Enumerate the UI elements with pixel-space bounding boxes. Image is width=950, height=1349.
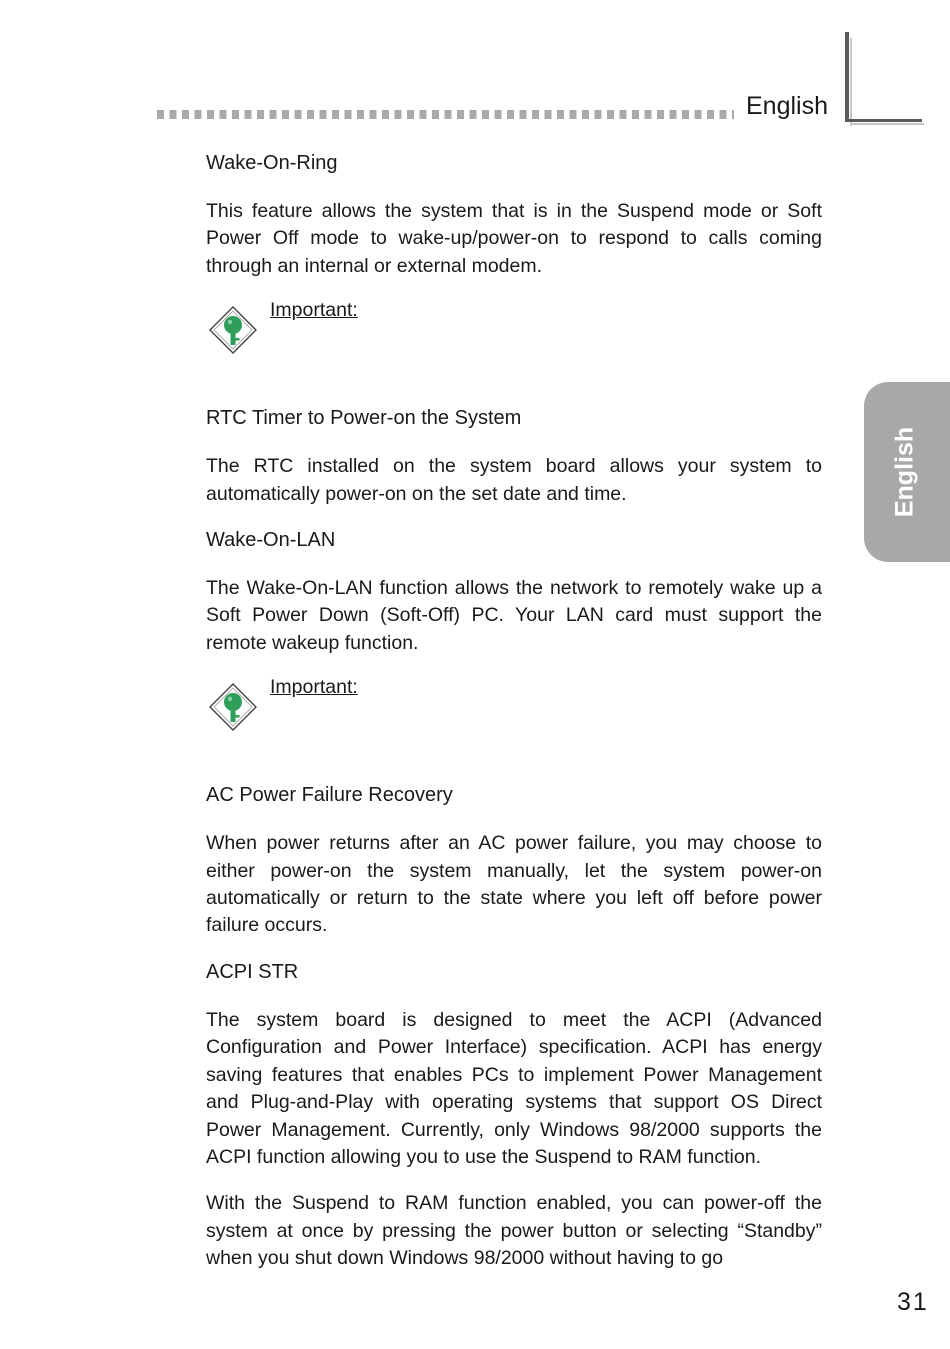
section-body-acpi-str-1: The system board is designed to meet the ACPI (Advanced Configuration and Power Interface) specification. ACPI has energy saving features that enables PCs to implement Power Management and Plug-and-Play with operating systems that support OS Direct Power Management. Currently, only Windows 98/2000 supports the ACPI function allowing you to use the Suspend to RAM function.	[206, 1008, 822, 1168]
corner-frame-horizontal-shadow	[850, 123, 924, 125]
page-number: 31	[897, 1288, 929, 1316]
important-key-icon	[208, 682, 258, 732]
section-body-ac-power: When power returns after an AC power failure, you may choose to either power-on the system manually, let the system power-on automatically or return to the state where you left off before power failure occurs.	[206, 832, 822, 937]
corner-frame-vertical-shadow	[850, 38, 852, 126]
section-body-acpi-str-2: With the Suspend to RAM function enabled, you can power-off the system at once by pressing the power button or selecting “Standby” when you shut down Windows 98/2000 without having to go	[206, 1192, 822, 1270]
section-body-wake-on-lan: The Wake-On-LAN function allows the network to remotely wake up a Soft Power Down (Soft-Off) PC. Your LAN card must support the remote wakeup function.	[206, 577, 822, 654]
section-title-rtc-timer: RTC Timer to Power-on the System	[206, 407, 522, 430]
important-key-icon	[208, 305, 258, 355]
section-body-rtc-timer: The RTC installed on the system board allows your system to automatically power-on on the set date and time.	[206, 455, 822, 505]
section-title-acpi-str: ACPI STR	[206, 960, 299, 983]
important-label: Important:	[270, 299, 358, 322]
header-language-label: English	[746, 92, 828, 120]
page-content	[206, 150, 822, 1292]
important-note	[206, 676, 822, 762]
section-title-wake-on-ring: Wake-On-Ring	[206, 152, 338, 174]
important-note	[206, 299, 822, 385]
section-title-ac-power: AC Power Failure Recovery	[206, 784, 453, 807]
corner-frame-horizontal	[845, 119, 922, 122]
corner-frame-vertical	[845, 32, 849, 122]
section-title-wake-on-lan: Wake-On-LAN	[206, 529, 336, 552]
language-side-tab-label: English	[890, 426, 919, 518]
important-label: Important:	[270, 676, 358, 699]
section-body-wake-on-ring: This feature allows the system that is in the Suspend mode or Soft Power Off mode to wake-up/power-on to respond to calls coming through an internal or external modem.	[206, 200, 822, 277]
header-dotted-rule	[157, 110, 734, 119]
